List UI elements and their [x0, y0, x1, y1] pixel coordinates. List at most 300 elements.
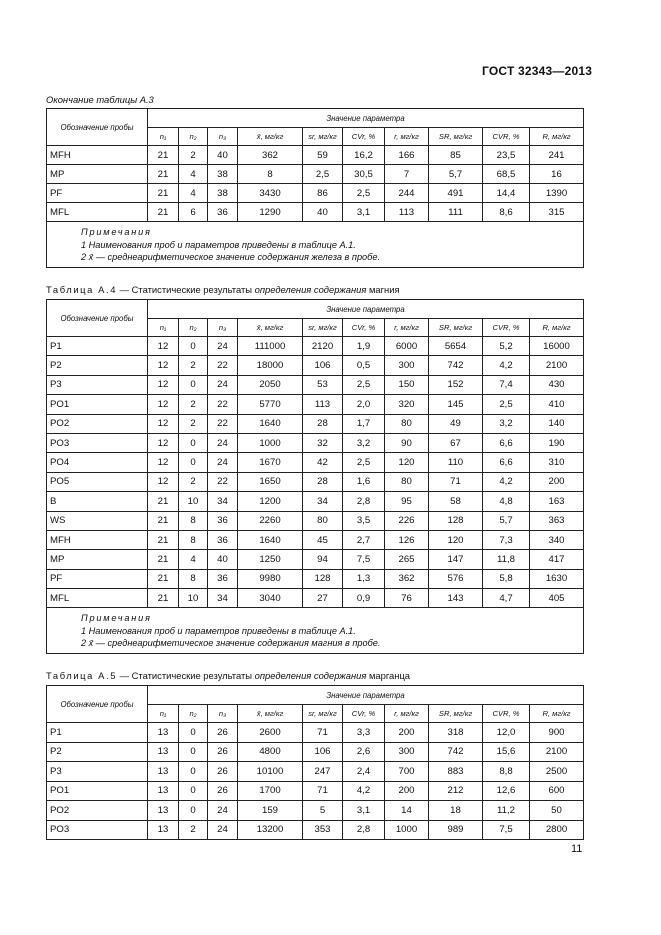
table-cell: 50 [530, 801, 584, 821]
table-cell: 200 [385, 781, 429, 801]
table-cell: 6,6 [483, 453, 530, 472]
table-cell: 21 [148, 569, 179, 588]
table-cell: 36 [208, 511, 238, 530]
table-cell: 190 [530, 433, 584, 452]
table-a5-name-header: Обозначение пробы [47, 686, 148, 723]
table-cell: 1290 [238, 203, 303, 222]
table-cell: 4,8 [483, 492, 530, 511]
standard-number: ГОСТ 32343—2013 [482, 64, 593, 78]
table-cell: 166 [385, 146, 429, 165]
table-cell: 71 [429, 472, 483, 491]
column-header: CVr, % [343, 705, 385, 723]
column-header: SR, мг/кг [429, 128, 483, 146]
table-cell: 742 [429, 356, 483, 375]
table-a5-caption-text: — Статистические результаты [117, 670, 255, 681]
table-cell: 80 [303, 511, 343, 530]
column-header: r, мг/кг [385, 319, 429, 337]
table-cell: 38 [208, 165, 238, 184]
column-header: n₂ [179, 319, 208, 337]
table-cell: 86 [303, 184, 343, 203]
table-cell: 21 [148, 203, 179, 222]
sample-name-cell: PO2 [47, 414, 148, 433]
table-cell: 4,2 [343, 781, 385, 801]
table-cell: 34 [303, 492, 343, 511]
table-cell: 5770 [238, 395, 303, 414]
table-cell: 0 [179, 375, 208, 394]
column-header: n₁ [148, 319, 179, 337]
table-cell: 6 [179, 203, 208, 222]
table-cell: 1390 [530, 184, 584, 203]
table-cell: 10 [179, 589, 208, 608]
table-cell: 71 [303, 723, 343, 743]
table-cell: 24 [208, 820, 238, 840]
table-cell: 3,2 [483, 414, 530, 433]
table-cell: 111 [429, 203, 483, 222]
table-cell: 11,8 [483, 550, 530, 569]
table-cell: 163 [530, 492, 584, 511]
table-cell: 3,2 [343, 433, 385, 452]
table-cell: 4800 [238, 742, 303, 762]
column-header: sr, мг/кг [303, 319, 343, 337]
table-cell: 405 [530, 589, 584, 608]
table-cell: 8 [179, 511, 208, 530]
table-row [47, 762, 584, 782]
table-a3-note-2: 2 x̄ — среднеарифметическое значение содержания железа в пробе. [81, 252, 380, 262]
table-cell: 7,5 [343, 550, 385, 569]
column-header: n₂ [179, 705, 208, 723]
table-cell: 1700 [238, 781, 303, 801]
table-cell: 2,7 [343, 530, 385, 549]
table-cell: 14,4 [483, 184, 530, 203]
table-cell: 23,5 [483, 146, 530, 165]
table-cell: 2 [179, 356, 208, 375]
table-cell: 5,7 [483, 511, 530, 530]
sample-name-cell: MFL [47, 589, 148, 608]
table-cell: 8,8 [483, 762, 530, 782]
table-cell: 7,3 [483, 530, 530, 549]
table-cell: 2,0 [343, 395, 385, 414]
table-cell: 13 [148, 723, 179, 743]
table-cell: 742 [429, 742, 483, 762]
table-cell: 49 [429, 414, 483, 433]
table-cell: 430 [530, 375, 584, 394]
table-cell: 2 [179, 472, 208, 491]
table-row [47, 337, 584, 356]
table-cell: 353 [303, 820, 343, 840]
column-header: n₁ [148, 128, 179, 146]
table-cell: 5 [303, 801, 343, 821]
column-header: sr, мг/кг [303, 705, 343, 723]
table-cell: 1000 [238, 433, 303, 452]
table-cell: 4,7 [483, 589, 530, 608]
table-row [47, 375, 584, 394]
column-header: CVR, % [483, 128, 530, 146]
table-cell: 1,6 [343, 472, 385, 491]
table-cell: 13 [148, 742, 179, 762]
column-header: n₃ [208, 319, 238, 337]
table-cell: 2050 [238, 375, 303, 394]
sample-name-cell: MP [47, 550, 148, 569]
table-cell: 200 [385, 723, 429, 743]
table-cell: 16 [530, 165, 584, 184]
table-row [47, 550, 584, 569]
table-cell: 28 [303, 472, 343, 491]
table-cell: 2,8 [343, 820, 385, 840]
table-cell: 2120 [303, 337, 343, 356]
table-cell: 12 [148, 453, 179, 472]
table-cell: 110 [429, 453, 483, 472]
table-cell: 2,5 [343, 184, 385, 203]
column-header: CVR, % [483, 705, 530, 723]
table-row [47, 146, 584, 165]
table-cell: 95 [385, 492, 429, 511]
table-cell: 12 [148, 433, 179, 452]
table-a5-caption-italic: определения содержания [254, 670, 367, 681]
table-cell: 300 [385, 356, 429, 375]
table-cell: 16,2 [343, 146, 385, 165]
table-cell: 12,6 [483, 781, 530, 801]
table-cell: 0 [179, 801, 208, 821]
table-cell: 10100 [238, 762, 303, 782]
table-cell: 113 [303, 395, 343, 414]
sample-name-cell: WS [47, 511, 148, 530]
table-cell: 226 [385, 511, 429, 530]
table-cell: 0 [179, 453, 208, 472]
sample-name-cell: PO1 [47, 781, 148, 801]
table-a3-notes [47, 222, 584, 268]
table-cell: 21 [148, 589, 179, 608]
table-cell: 40 [208, 146, 238, 165]
table-cell: 143 [429, 589, 483, 608]
table-cell: 1200 [238, 492, 303, 511]
table-row [47, 184, 584, 203]
table-a4-caption-prefix: Таблица А.4 [46, 284, 118, 295]
table-row [47, 356, 584, 375]
column-header: r, мг/кг [385, 128, 429, 146]
table-cell: 26 [208, 762, 238, 782]
table-cell: 241 [530, 146, 584, 165]
table-cell: 13200 [238, 820, 303, 840]
table-cell: 13 [148, 801, 179, 821]
table-cell: 8,6 [483, 203, 530, 222]
table-a5-caption-prefix: Таблица А.5 [46, 670, 118, 681]
table-cell: 212 [429, 781, 483, 801]
table-cell: 700 [385, 762, 429, 782]
table-cell: 22 [208, 356, 238, 375]
table-cell: 2,5 [303, 165, 343, 184]
table-cell: 2600 [238, 723, 303, 743]
column-header: SR, мг/кг [429, 319, 483, 337]
sample-name-cell: P2 [47, 742, 148, 762]
table-cell: 21 [148, 530, 179, 549]
table-cell: 491 [429, 184, 483, 203]
table-cell: 36 [208, 203, 238, 222]
table-cell: 12,0 [483, 723, 530, 743]
table-a5-caption [46, 670, 410, 681]
table-cell: 21 [148, 492, 179, 511]
table-cell: 11,2 [483, 801, 530, 821]
table-cell: 36 [208, 530, 238, 549]
table-cell: 340 [530, 530, 584, 549]
table-a4-name-header: Обозначение пробы [47, 300, 148, 337]
sample-name-cell: PO5 [47, 472, 148, 491]
sample-name-cell: PO3 [47, 820, 148, 840]
sample-name-cell: PO4 [47, 453, 148, 472]
table-cell: 24 [208, 801, 238, 821]
table-cell: 5,2 [483, 337, 530, 356]
sample-name-cell: P1 [47, 337, 148, 356]
table-cell: 12 [148, 356, 179, 375]
table-cell: 2260 [238, 511, 303, 530]
table-cell: 883 [429, 762, 483, 782]
table-cell: 42 [303, 453, 343, 472]
table-cell: 12 [148, 337, 179, 356]
table-row [47, 472, 584, 491]
table-cell: 1640 [238, 414, 303, 433]
table-cell: 24 [208, 433, 238, 452]
column-header: x̄, мг/кг [238, 319, 303, 337]
sample-name-cell: P1 [47, 723, 148, 743]
table-a3-name-header: Обозначение пробы [47, 109, 148, 146]
table-cell: 2,5 [483, 395, 530, 414]
table-cell: 5,8 [483, 569, 530, 588]
table-a4-note-1: 1 Наименования проб и параметров приведены в таблице А.1. [81, 625, 356, 636]
table-row [47, 433, 584, 452]
table-cell: 4 [179, 184, 208, 203]
table-a5 [46, 685, 584, 840]
table-a5-caption-end: марганца [366, 670, 411, 681]
table-cell: 1,9 [343, 337, 385, 356]
table-cell: 1250 [238, 550, 303, 569]
table-cell: 320 [385, 395, 429, 414]
table-cell: 0 [179, 723, 208, 743]
table-cell: 13 [148, 820, 179, 840]
table-cell: 21 [148, 184, 179, 203]
column-header: SR, мг/кг [429, 705, 483, 723]
column-header: CVR, % [483, 319, 530, 337]
sample-name-cell: P3 [47, 762, 148, 782]
table-row [47, 165, 584, 184]
table-cell: 40 [208, 550, 238, 569]
table-cell: 2,8 [343, 492, 385, 511]
table-cell: 128 [303, 569, 343, 588]
column-header: sr, мг/кг [303, 128, 343, 146]
table-cell: 111000 [238, 337, 303, 356]
table-a3-note-1: 1 Наименования проб и параметров приведены в таблице А.1. [81, 239, 356, 250]
table-cell: 0 [179, 781, 208, 801]
table-cell: 21 [148, 511, 179, 530]
table-a4 [46, 299, 584, 654]
sample-name-cell: B [47, 492, 148, 511]
table-cell: 24 [208, 453, 238, 472]
table-cell: 21 [148, 550, 179, 569]
table-a3-caption: Окончание таблицы А.3 [46, 94, 154, 105]
table-cell: 140 [530, 414, 584, 433]
table-a4-body [47, 337, 584, 608]
table-cell: 3,3 [343, 723, 385, 743]
table-cell: 0 [179, 742, 208, 762]
table-cell: 94 [303, 550, 343, 569]
column-header: CVr, % [343, 319, 385, 337]
table-cell: 2,4 [343, 762, 385, 782]
table-cell: 28 [303, 414, 343, 433]
table-row [47, 781, 584, 801]
table-cell: 9980 [238, 569, 303, 588]
table-cell: 410 [530, 395, 584, 414]
table-cell: 67 [429, 433, 483, 452]
column-header: n₃ [208, 705, 238, 723]
table-cell: 12 [148, 375, 179, 394]
table-cell: 310 [530, 453, 584, 472]
table-cell: 4 [179, 165, 208, 184]
table-row [47, 453, 584, 472]
table-cell: 8 [238, 165, 303, 184]
table-cell: 14 [385, 801, 429, 821]
column-header: n₁ [148, 705, 179, 723]
sample-name-cell: P2 [47, 356, 148, 375]
table-cell: 90 [385, 433, 429, 452]
table-cell: 8 [179, 530, 208, 549]
table-row [47, 530, 584, 549]
sample-name-cell: PF [47, 184, 148, 203]
table-cell: 26 [208, 723, 238, 743]
table-cell: 24 [208, 375, 238, 394]
table-cell: 147 [429, 550, 483, 569]
page-number: 11 [571, 843, 583, 855]
table-cell: 8 [179, 569, 208, 588]
table-cell: 159 [238, 801, 303, 821]
table-cell: 318 [429, 723, 483, 743]
table-a5-group-header: Значение параметра [148, 686, 584, 705]
sample-name-cell: MFL [47, 203, 148, 222]
table-cell: 53 [303, 375, 343, 394]
table-cell: 71 [303, 781, 343, 801]
table-cell: 2100 [530, 356, 584, 375]
table-cell: 0 [179, 337, 208, 356]
table-cell: 34 [208, 492, 238, 511]
table-cell: 13 [148, 762, 179, 782]
table-cell: 2,6 [343, 742, 385, 762]
table-cell: 18000 [238, 356, 303, 375]
table-a4-caption-italic: определения содержания [254, 284, 367, 295]
table-cell: 3,1 [343, 203, 385, 222]
table-a3-group-header: Значение параметра [148, 109, 584, 128]
table-cell: 22 [208, 472, 238, 491]
table-cell: 362 [385, 569, 429, 588]
table-cell: 600 [530, 781, 584, 801]
column-header: CVr, % [343, 128, 385, 146]
table-cell: 3430 [238, 184, 303, 203]
table-cell: 0,9 [343, 589, 385, 608]
table-cell: 2500 [530, 762, 584, 782]
column-header: R, мг/кг [530, 128, 584, 146]
table-cell: 24 [208, 337, 238, 356]
table-cell: 2 [179, 414, 208, 433]
table-a4-caption [46, 284, 400, 295]
table-cell: 152 [429, 375, 483, 394]
table-row [47, 820, 584, 840]
table-row [47, 203, 584, 222]
table-cell: 106 [303, 356, 343, 375]
table-cell: 1000 [385, 820, 429, 840]
table-row [47, 492, 584, 511]
column-header: x̄, мг/кг [238, 128, 303, 146]
table-cell: 12 [148, 414, 179, 433]
table-cell: 300 [385, 742, 429, 762]
table-cell: 21 [148, 165, 179, 184]
table-cell: 113 [385, 203, 429, 222]
table-a4-caption-text: — Статистические результаты [117, 284, 255, 295]
table-cell: 1670 [238, 453, 303, 472]
column-header: n₃ [208, 128, 238, 146]
table-cell: 32 [303, 433, 343, 452]
table-cell: 362 [238, 146, 303, 165]
table-cell: 22 [208, 414, 238, 433]
sample-name-cell: MFH [47, 530, 148, 549]
table-row [47, 589, 584, 608]
table-cell: 150 [385, 375, 429, 394]
column-header: R, мг/кг [530, 319, 584, 337]
table-a4-caption-end: магния [366, 284, 400, 295]
table-cell: 5654 [429, 337, 483, 356]
table-cell: 2 [179, 146, 208, 165]
table-cell: 2,5 [343, 375, 385, 394]
table-cell: 265 [385, 550, 429, 569]
table-cell: 13 [148, 781, 179, 801]
sample-name-cell: PF [47, 569, 148, 588]
table-cell: 4,2 [483, 356, 530, 375]
table-cell: 59 [303, 146, 343, 165]
table-cell: 2,5 [343, 453, 385, 472]
sample-name-cell: PO3 [47, 433, 148, 452]
table-cell: 12 [148, 472, 179, 491]
table-cell: 6000 [385, 337, 429, 356]
table-cell: 26 [208, 742, 238, 762]
table-row [47, 742, 584, 762]
table-cell: 58 [429, 492, 483, 511]
table-row [47, 511, 584, 530]
table-cell: 3,1 [343, 801, 385, 821]
table-cell: 2 [179, 395, 208, 414]
column-header: R, мг/кг [530, 705, 584, 723]
table-cell: 1650 [238, 472, 303, 491]
table-cell: 0,5 [343, 356, 385, 375]
table-cell: 1640 [238, 530, 303, 549]
sample-name-cell: PO2 [47, 801, 148, 821]
table-cell: 76 [385, 589, 429, 608]
table-row [47, 395, 584, 414]
table-row [47, 801, 584, 821]
sample-name-cell: P3 [47, 375, 148, 394]
table-cell: 417 [530, 550, 584, 569]
table-cell: 145 [429, 395, 483, 414]
table-cell: 128 [429, 511, 483, 530]
table-a3 [46, 108, 584, 268]
table-cell: 5,7 [429, 165, 483, 184]
table-cell: 2 [179, 820, 208, 840]
table-cell: 85 [429, 146, 483, 165]
sample-name-cell: MFH [47, 146, 148, 165]
table-cell: 900 [530, 723, 584, 743]
table-a5-body [47, 723, 584, 840]
table-cell: 10 [179, 492, 208, 511]
table-cell: 30,5 [343, 165, 385, 184]
table-cell: 38 [208, 184, 238, 203]
table-cell: 7,4 [483, 375, 530, 394]
sample-name-cell: MP [47, 165, 148, 184]
table-cell: 36 [208, 569, 238, 588]
table-cell: 315 [530, 203, 584, 222]
